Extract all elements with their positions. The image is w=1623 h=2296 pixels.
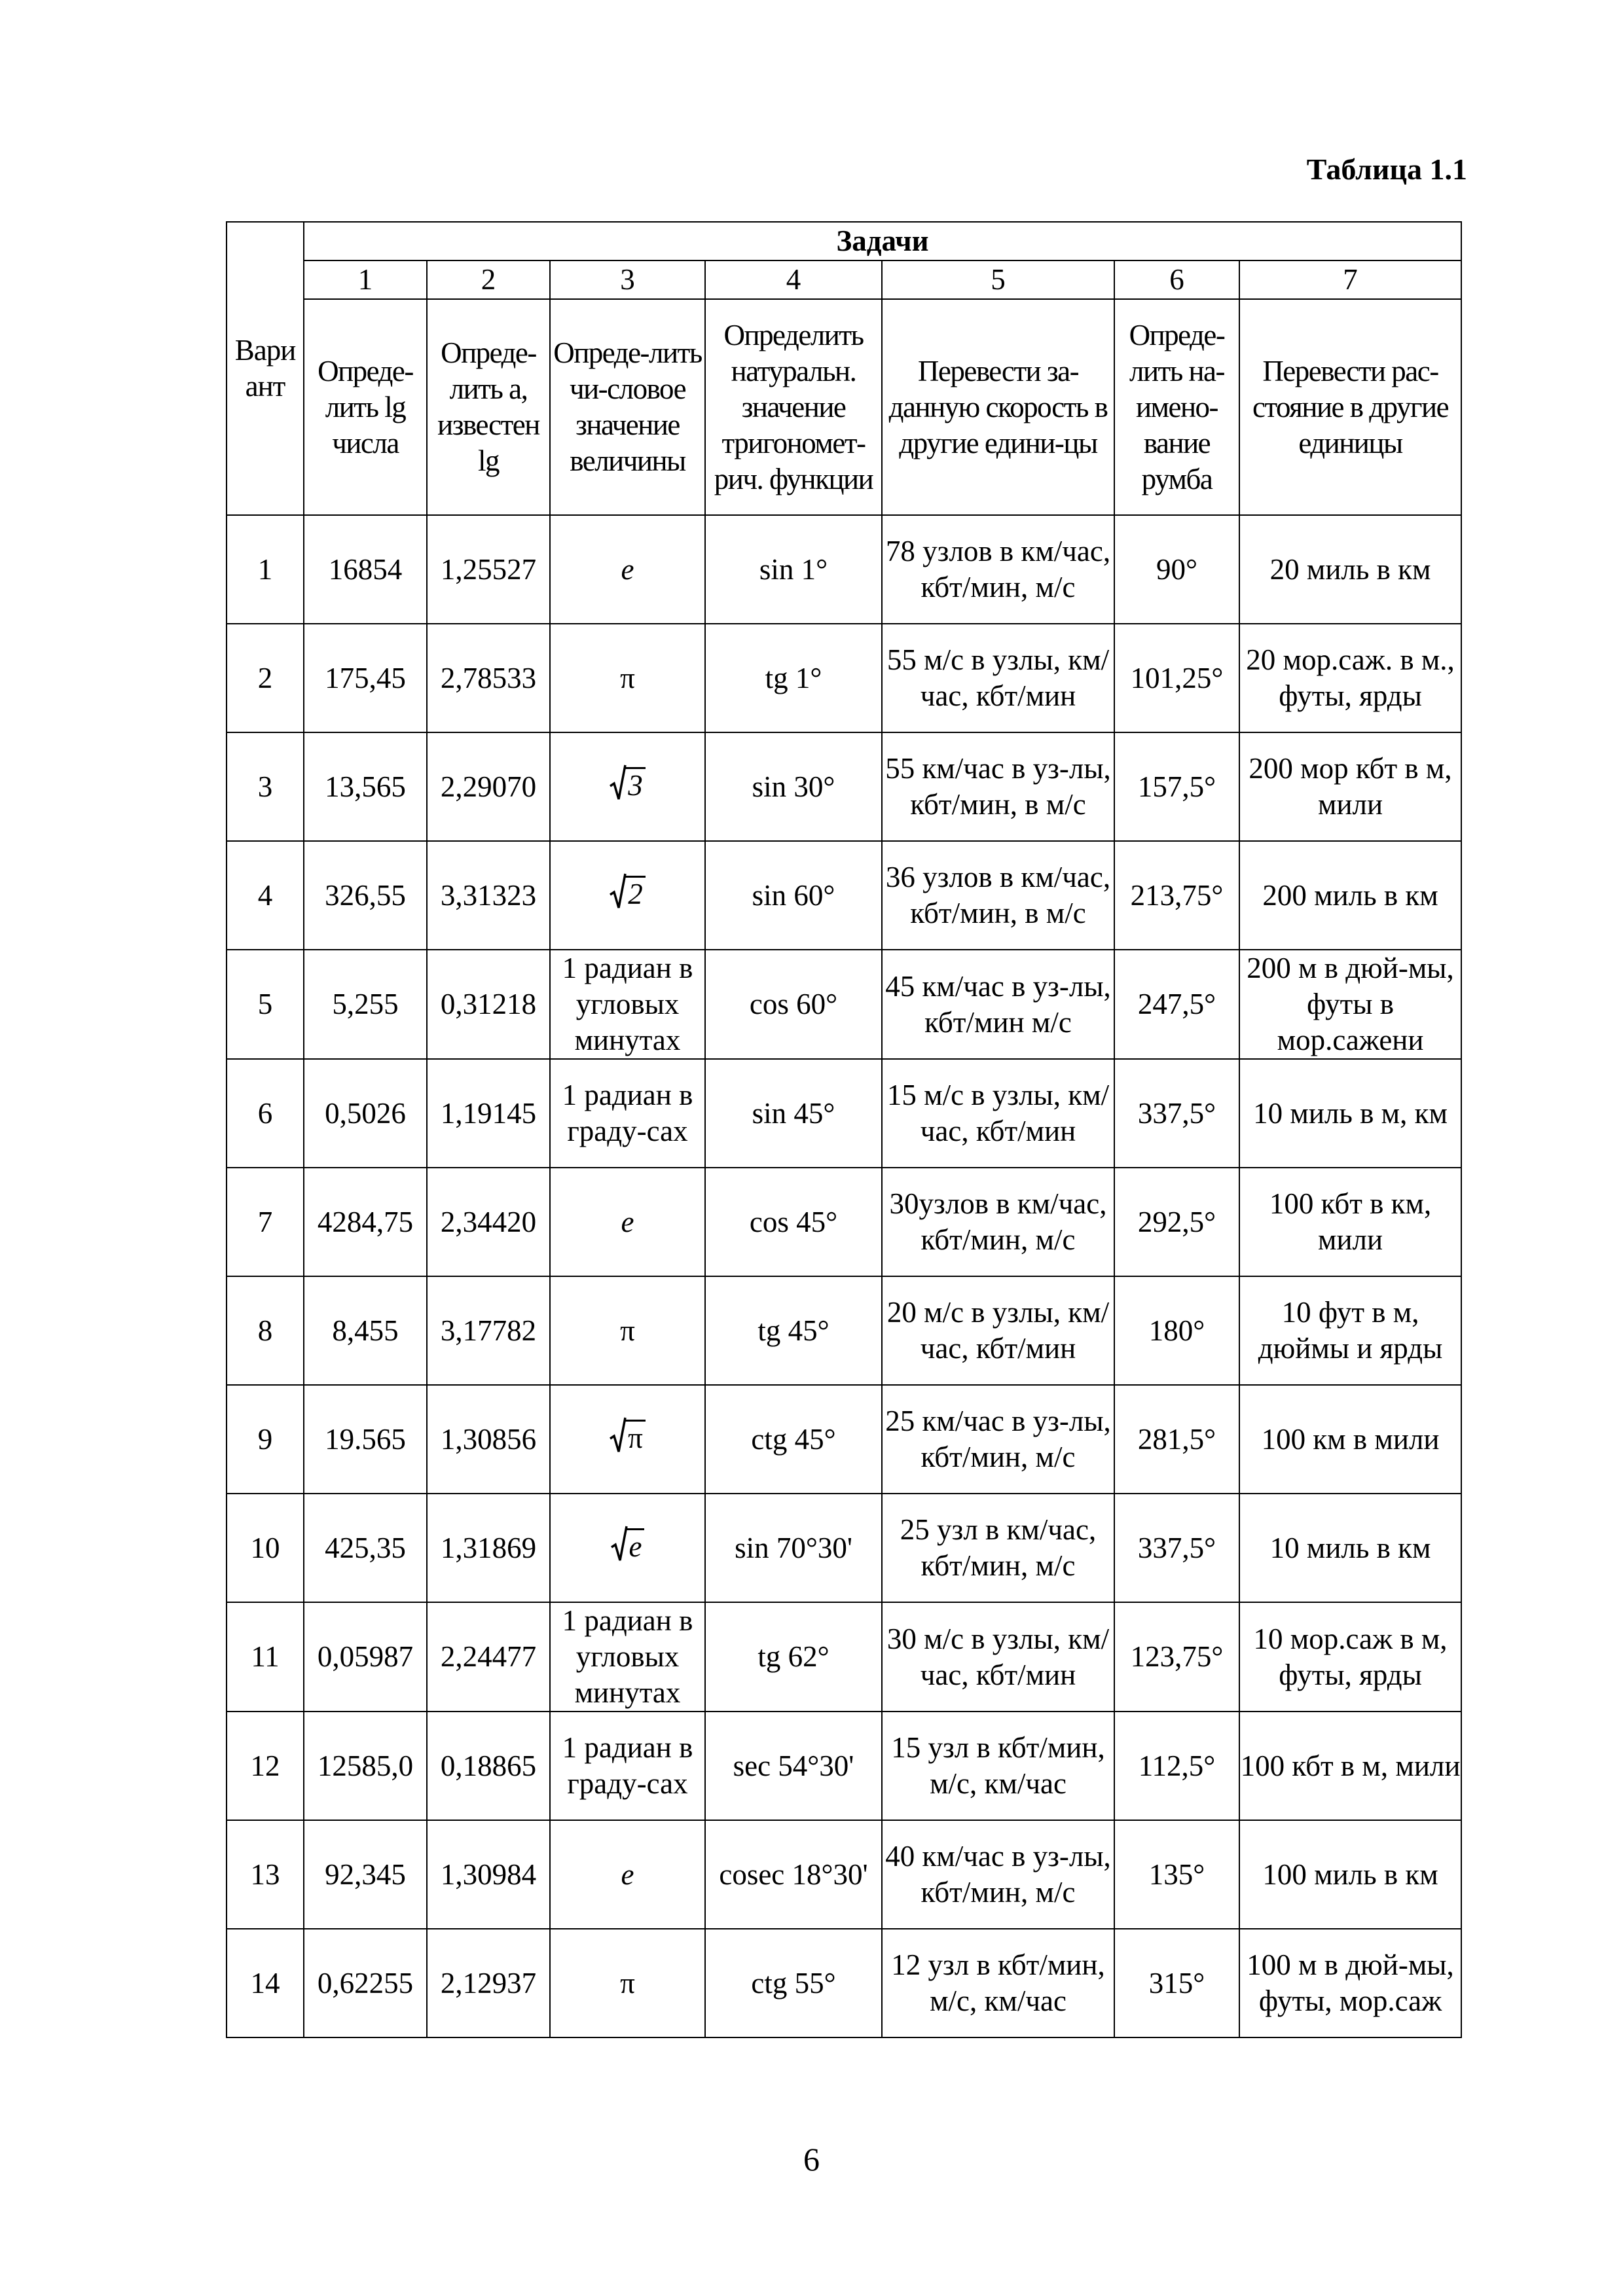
variant-number: 4 [227,841,304,950]
speed-conversion: 30узлов в км/час, кбт/мин, м/с [882,1168,1114,1276]
value-cell [550,1929,705,2037]
trig-function: sin 45° [705,1059,882,1168]
speed-conversion: 30 м/с в узлы, км/час, кбт/мин [882,1602,1114,1712]
sqrt-icon [610,1416,627,1454]
value-text: 1 радиан в граду-сах [562,1079,693,1147]
sqrt-radicand: π [625,1420,646,1454]
lg-value: 2,24477 [427,1602,550,1712]
rumb-angle: 315° [1114,1929,1239,2037]
distance-conversion: 10 миль в м, км [1239,1059,1461,1168]
sqrt-icon [611,1525,628,1563]
task-description: Перевести рас-стояние в другие единицы [1239,299,1461,515]
rumb-angle: 157,5° [1114,732,1239,841]
variant-header: Вари ант [227,222,304,515]
lg-number: 326,55 [304,841,427,950]
table-row [227,1929,1461,2037]
rumb-angle: 281,5° [1114,1385,1239,1494]
task-description: Определить натуральн. значение тригономет-рич. функции [705,299,882,515]
distance-conversion: 200 мор кбт в м, мили [1239,732,1461,841]
lg-value: 2,34420 [427,1168,550,1276]
math-symbol: e [621,1857,634,1891]
math-symbol: e [621,552,634,586]
table-row [227,1385,1461,1494]
rumb-angle: 180° [1114,1276,1239,1385]
speed-conversion: 20 м/с в узлы, км/час, кбт/мин [882,1276,1114,1385]
table-row [227,732,1461,841]
rumb-angle: 292,5° [1114,1168,1239,1276]
task-description: Опреде-лить a, известен lg [427,299,550,515]
variant-number: 9 [227,1385,304,1494]
variant-number: 12 [227,1712,304,1820]
distance-conversion: 20 мор.саж. в м., футы, ярды [1239,624,1461,732]
distance-conversion: 20 миль в км [1239,515,1461,624]
lg-value: 1,19145 [427,1059,550,1168]
lg-number: 16854 [304,515,427,624]
trig-function: sin 70°30' [705,1494,882,1602]
lg-value: 3,17782 [427,1276,550,1385]
lg-number: 0,05987 [304,1602,427,1712]
rumb-angle: 213,75° [1114,841,1239,950]
distance-conversion: 10 фут в м, дюймы и ярды [1239,1276,1461,1385]
lg-number: 0,62255 [304,1929,427,2037]
task-description: Опреде-лить чи-словое значение величины [550,299,705,515]
header-row-numbers [227,260,1461,299]
variant-number: 8 [227,1276,304,1385]
task-description: Опреде-лить lg числа [304,299,427,515]
distance-conversion: 10 мор.саж в м, футы, ярды [1239,1602,1461,1712]
lg-number: 425,35 [304,1494,427,1602]
value-cell [550,950,705,1059]
variant-number: 5 [227,950,304,1059]
value-cell [550,1712,705,1820]
rumb-angle: 123,75° [1114,1602,1239,1712]
table-row [227,624,1461,732]
math-symbol: π [620,1966,635,2000]
table-row [227,1276,1461,1385]
math-symbol: π [620,1314,635,1347]
page-number: 6 [803,2141,820,2178]
sqrt-icon [610,872,627,910]
value-cell [550,1820,705,1929]
distance-conversion: 100 м в дюй-мы, футы, мор.саж [1239,1929,1461,2037]
lg-number: 175,45 [304,624,427,732]
sqrt-radicand: 3 [625,767,646,802]
header-row-descriptions [227,299,1461,515]
trig-function: cos 45° [705,1168,882,1276]
speed-conversion: 55 м/с в узлы, км/час, кбт/мин [882,624,1114,732]
lg-value: 2,12937 [427,1929,550,2037]
variant-number: 3 [227,732,304,841]
rumb-angle: 135° [1114,1820,1239,1929]
sqrt-expression [610,764,646,802]
lg-number: 8,455 [304,1276,427,1385]
trig-function: sin 60° [705,841,882,950]
speed-conversion: 55 км/час в уз-лы, кбт/мин, в м/с [882,732,1114,841]
speed-conversion: 36 узлов в км/час, кбт/мин, в м/с [882,841,1114,950]
trig-function: ctg 55° [705,1929,882,2037]
value-cell [550,1059,705,1168]
lg-value: 3,31323 [427,841,550,950]
lg-value: 1,25527 [427,515,550,624]
math-symbol: e [621,1205,634,1238]
sqrt-radicand: 2 [625,876,646,910]
rumb-angle: 101,25° [1114,624,1239,732]
lg-number: 92,345 [304,1820,427,1929]
distance-conversion: 100 кбт в км, мили [1239,1168,1461,1276]
value-cell [550,1494,705,1602]
sqrt-radicand: e [627,1528,645,1563]
lg-number: 13,565 [304,732,427,841]
lg-value: 0,18865 [427,1712,550,1820]
tasks-table [226,221,1462,2038]
variant-number: 11 [227,1602,304,1712]
trig-function: cosec 18°30' [705,1820,882,1929]
rumb-angle: 337,5° [1114,1059,1239,1168]
lg-value: 1,30984 [427,1820,550,1929]
sqrt-icon [610,764,627,802]
table-row [227,1059,1461,1168]
table-caption: Таблица 1.1 [1306,152,1467,186]
value-cell [550,1276,705,1385]
lg-number: 12585,0 [304,1712,427,1820]
trig-function: sin 1° [705,515,882,624]
variant-number: 6 [227,1059,304,1168]
variant-number: 1 [227,515,304,624]
task-number: 7 [1239,260,1461,299]
table-row [227,1712,1461,1820]
lg-number: 19.565 [304,1385,427,1494]
distance-conversion: 100 км в мили [1239,1385,1461,1494]
lg-number: 5,255 [304,950,427,1059]
value-cell [550,515,705,624]
rumb-angle: 337,5° [1114,1494,1239,1602]
lg-value: 1,30856 [427,1385,550,1494]
value-text: 1 радиан в граду-сах [562,1731,693,1800]
task-number: 3 [550,260,705,299]
task-number: 4 [705,260,882,299]
header-row-tasks [227,222,1461,260]
value-cell [550,841,705,950]
variant-number: 7 [227,1168,304,1276]
lg-value: 0,31218 [427,950,550,1059]
speed-conversion: 25 км/час в уз-лы, кбт/мин, м/с [882,1385,1114,1494]
table-row [227,1820,1461,1929]
speed-conversion: 40 км/час в уз-лы, кбт/мин, м/с [882,1820,1114,1929]
distance-conversion: 100 кбт в м, мили [1239,1712,1461,1820]
tasks-header: Задачи [304,222,1461,260]
variant-number: 10 [227,1494,304,1602]
trig-function: sec 54°30' [705,1712,882,1820]
table-row [227,1168,1461,1276]
rumb-angle: 247,5° [1114,950,1239,1059]
speed-conversion: 45 км/час в уз-лы, кбт/мин м/с [882,950,1114,1059]
math-symbol: π [620,661,635,694]
variant-number: 13 [227,1820,304,1929]
sqrt-expression [611,1525,645,1563]
sqrt-expression [610,872,646,910]
value-cell [550,732,705,841]
speed-conversion: 15 узл в кбт/мин, м/с, км/час [882,1712,1114,1820]
task-number: 6 [1114,260,1239,299]
speed-conversion: 12 узл в кбт/мин, м/с, км/час [882,1929,1114,2037]
sqrt-expression [610,1416,646,1454]
value-text: 1 радиан в угловых минутах [562,1604,693,1709]
lg-number: 4284,75 [304,1168,427,1276]
table-row [227,1494,1461,1602]
distance-conversion: 200 миль в км [1239,841,1461,950]
distance-conversion: 200 м в дюй-мы, футы в мор.сажени [1239,950,1461,1059]
value-cell [550,624,705,732]
lg-value: 2,29070 [427,732,550,841]
trig-function: tg 1° [705,624,882,732]
table-row [227,950,1461,1059]
task-description: Опреде-лить на-имено-вание румба [1114,299,1239,515]
table-row [227,1602,1461,1712]
trig-function: ctg 45° [705,1385,882,1494]
rumb-angle: 112,5° [1114,1712,1239,1820]
trig-function: cos 60° [705,950,882,1059]
table-body [227,515,1461,2037]
task-number: 2 [427,260,550,299]
value-cell [550,1168,705,1276]
speed-conversion: 25 узл в км/час, кбт/мин, м/с [882,1494,1114,1602]
trig-function: tg 45° [705,1276,882,1385]
variant-number: 14 [227,1929,304,2037]
table-row [227,515,1461,624]
speed-conversion: 78 узлов в км/час, кбт/мин, м/с [882,515,1114,624]
task-description: Перевести за-данную скорость в другие едини-цы [882,299,1114,515]
trig-function: tg 62° [705,1602,882,1712]
value-text: 1 радиан в угловых минутах [562,952,693,1056]
table-row [227,841,1461,950]
lg-value: 1,31869 [427,1494,550,1602]
task-number: 1 [304,260,427,299]
lg-number: 0,5026 [304,1059,427,1168]
value-cell [550,1602,705,1712]
speed-conversion: 15 м/с в узлы, км/час, кбт/мин [882,1059,1114,1168]
lg-value: 2,78533 [427,624,550,732]
distance-conversion: 100 миль в км [1239,1820,1461,1929]
rumb-angle: 90° [1114,515,1239,624]
distance-conversion: 10 миль в км [1239,1494,1461,1602]
task-number: 5 [882,260,1114,299]
value-cell [550,1385,705,1494]
trig-function: sin 30° [705,732,882,841]
variant-number: 2 [227,624,304,732]
